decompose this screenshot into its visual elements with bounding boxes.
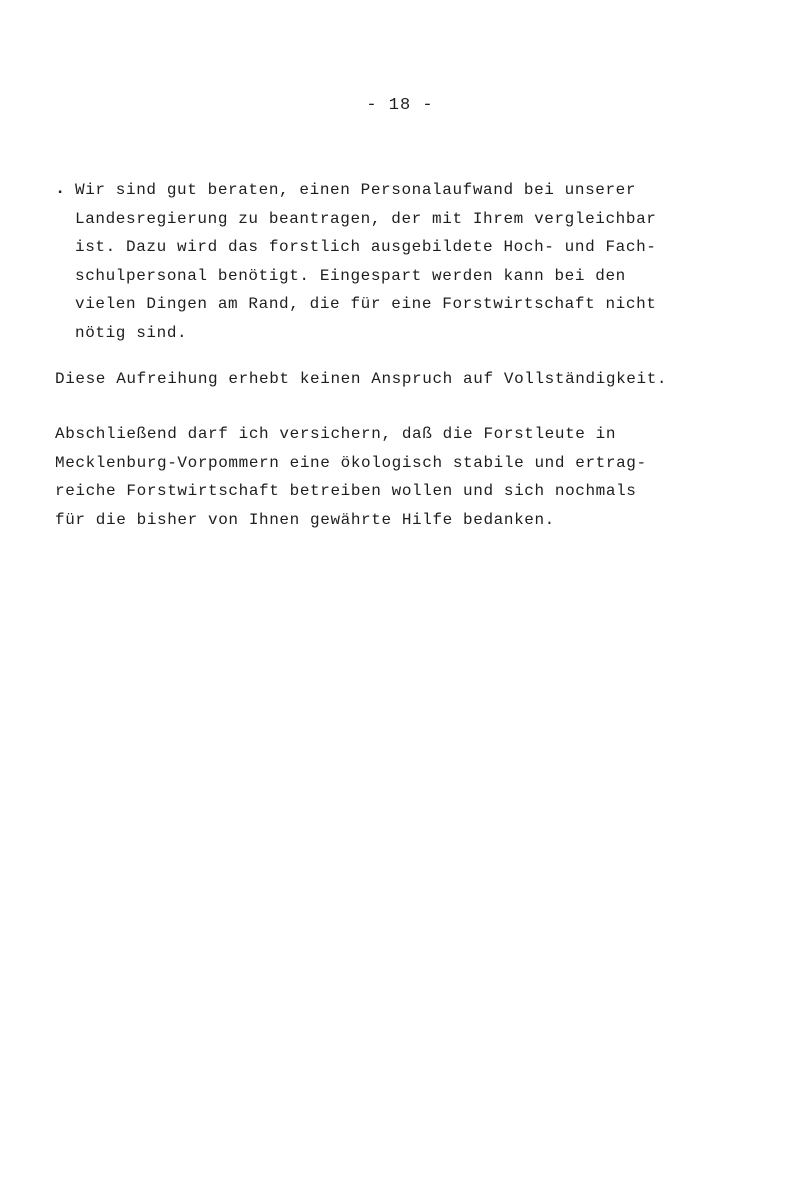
paragraph-completeness-note <box>55 365 775 394</box>
text-line: Abschließend darf ich versichern, daß die Forstleute in <box>55 425 617 443</box>
text-line: vielen Dingen am Rand, die für eine Forstwirtschaft nicht <box>75 295 657 313</box>
text-line: Landesregierung zu beantragen, der mit Ihrem vergleichbar <box>75 209 657 228</box>
paragraph-closing <box>55 420 775 534</box>
bullet-item <box>55 176 755 347</box>
text-line: Wir sind gut beraten, einen Personalaufwand bei unserer <box>75 181 637 199</box>
text-line: reiche Forstwirtschaft betreiben wollen und sich nochmals <box>55 482 637 500</box>
bullet-marker: . <box>55 180 66 199</box>
text-line: für die bisher von Ihnen gewährte Hilfe bedanken. <box>55 510 555 529</box>
text-line: schulpersonal benötigt. Eingespart werden kann bei den <box>75 266 626 285</box>
text-line: nötig sind. <box>75 323 188 342</box>
page-number: - 18 - <box>366 96 434 115</box>
text-line: ist. Dazu wird das forstlich ausgebildete Hoch- und Fach- <box>75 238 657 256</box>
text-line: Mecklenburg-Vorpommern eine ökologisch stabile und ertrag- <box>55 453 647 472</box>
bullet-text <box>75 176 755 347</box>
text-line: Diese Aufreihung erhebt keinen Anspruch auf Vollständigkeit. <box>55 370 668 388</box>
